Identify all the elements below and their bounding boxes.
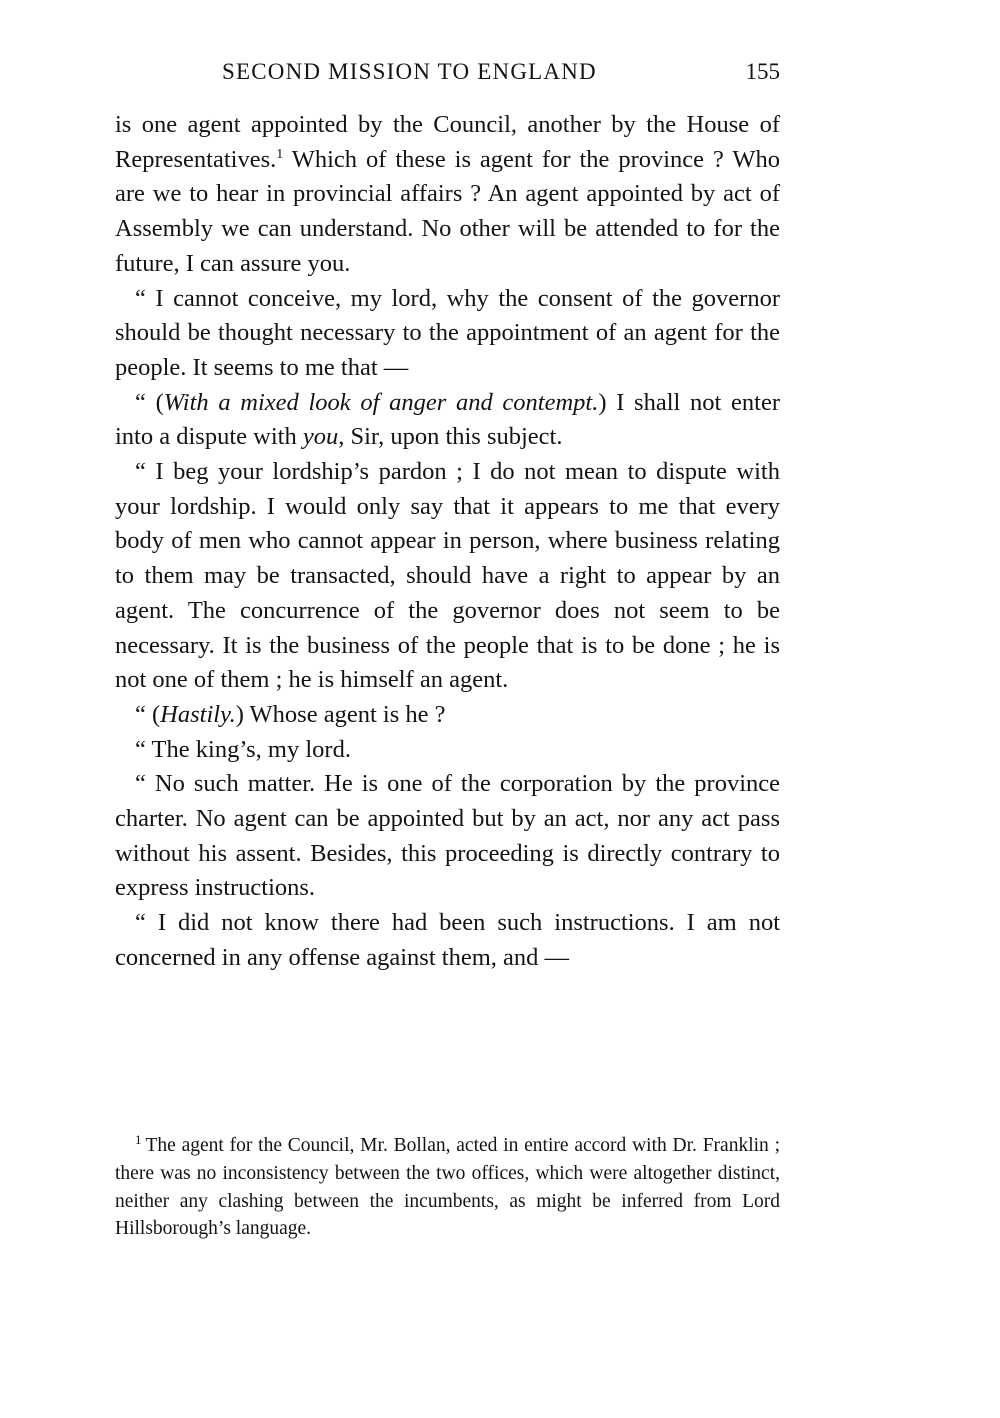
footnote xyxy=(115,1132,780,1243)
paragraph xyxy=(115,386,780,455)
text-run: “ ( xyxy=(135,700,161,728)
footnote-text: The agent for the Council, Mr. Bollan, acted in entire accord with Dr. Franklin ; there was no inconsistency between the two offices, which were altogether distinct, neither any clashing between the incumbents, as might be inferred from Lord Hillsborough’s language. xyxy=(115,1135,780,1240)
page-number: 155 xyxy=(745,59,780,84)
footnote-mark: 1 xyxy=(135,1131,142,1147)
text-run: ) Whose agent is he ? xyxy=(235,700,446,728)
paragraph xyxy=(115,906,780,975)
footnote-reference: 1 xyxy=(276,146,284,162)
text-run: “ The king’s, my lord. xyxy=(135,735,351,763)
text-run: “ I cannot conceive, my lord, why the consent of the governor should be thought necessary to the appointment of an agent for the people. It seems to me that — xyxy=(115,284,780,381)
italic-text: Hastily. xyxy=(160,700,236,728)
text-run: Which of these is agent for the province ? Who are we to hear in provincial affairs ? An agent appointed by act of Assembly we can understand. No other will be attended to for the future, I can assure you. xyxy=(115,145,780,277)
text-run: “ I did not know there had been such instructions. I am not concerned in any offense against them, and — xyxy=(115,909,780,971)
body-text xyxy=(115,108,780,976)
italic-text: With a mixed look of anger and contempt. xyxy=(163,388,599,416)
text-run: “ I beg your lordship’s pardon ; I do not mean to dispute with your lordship. I would only say that it appears to me that every body of men who cannot appear in person, where business relating to them may be transacted, should have a right to appear by an agent. The concurrence of the governor does not seem to be necessary. It is the business of the people that is to be done ; he is not one of them ; he is himself an agent. xyxy=(115,458,780,694)
running-head: SECOND MISSION TO ENGLAND xyxy=(222,59,597,84)
italic-text: you xyxy=(302,423,339,451)
footnotes xyxy=(115,1132,780,1243)
text-run: “ ( xyxy=(135,388,164,416)
paragraph xyxy=(115,455,780,698)
text-run: ) I shall not enter into a dispute with xyxy=(115,388,780,451)
text-run: is one agent appointed by the Council, another by the House of Representatives. xyxy=(115,111,780,173)
paragraph xyxy=(115,282,780,386)
text-run: , Sir, upon this subject. xyxy=(338,423,563,451)
page-header xyxy=(115,52,780,92)
paragraph xyxy=(115,698,780,733)
paragraph xyxy=(115,108,780,282)
paragraph xyxy=(115,767,780,906)
text-run: “ No such matter. He is one of the corporation by the province charter. No agent can be appointed but by an act, nor any act pass without his assent. Besides, this proceeding is directly contrary to express instructions. xyxy=(115,770,780,902)
paragraph xyxy=(115,733,780,768)
